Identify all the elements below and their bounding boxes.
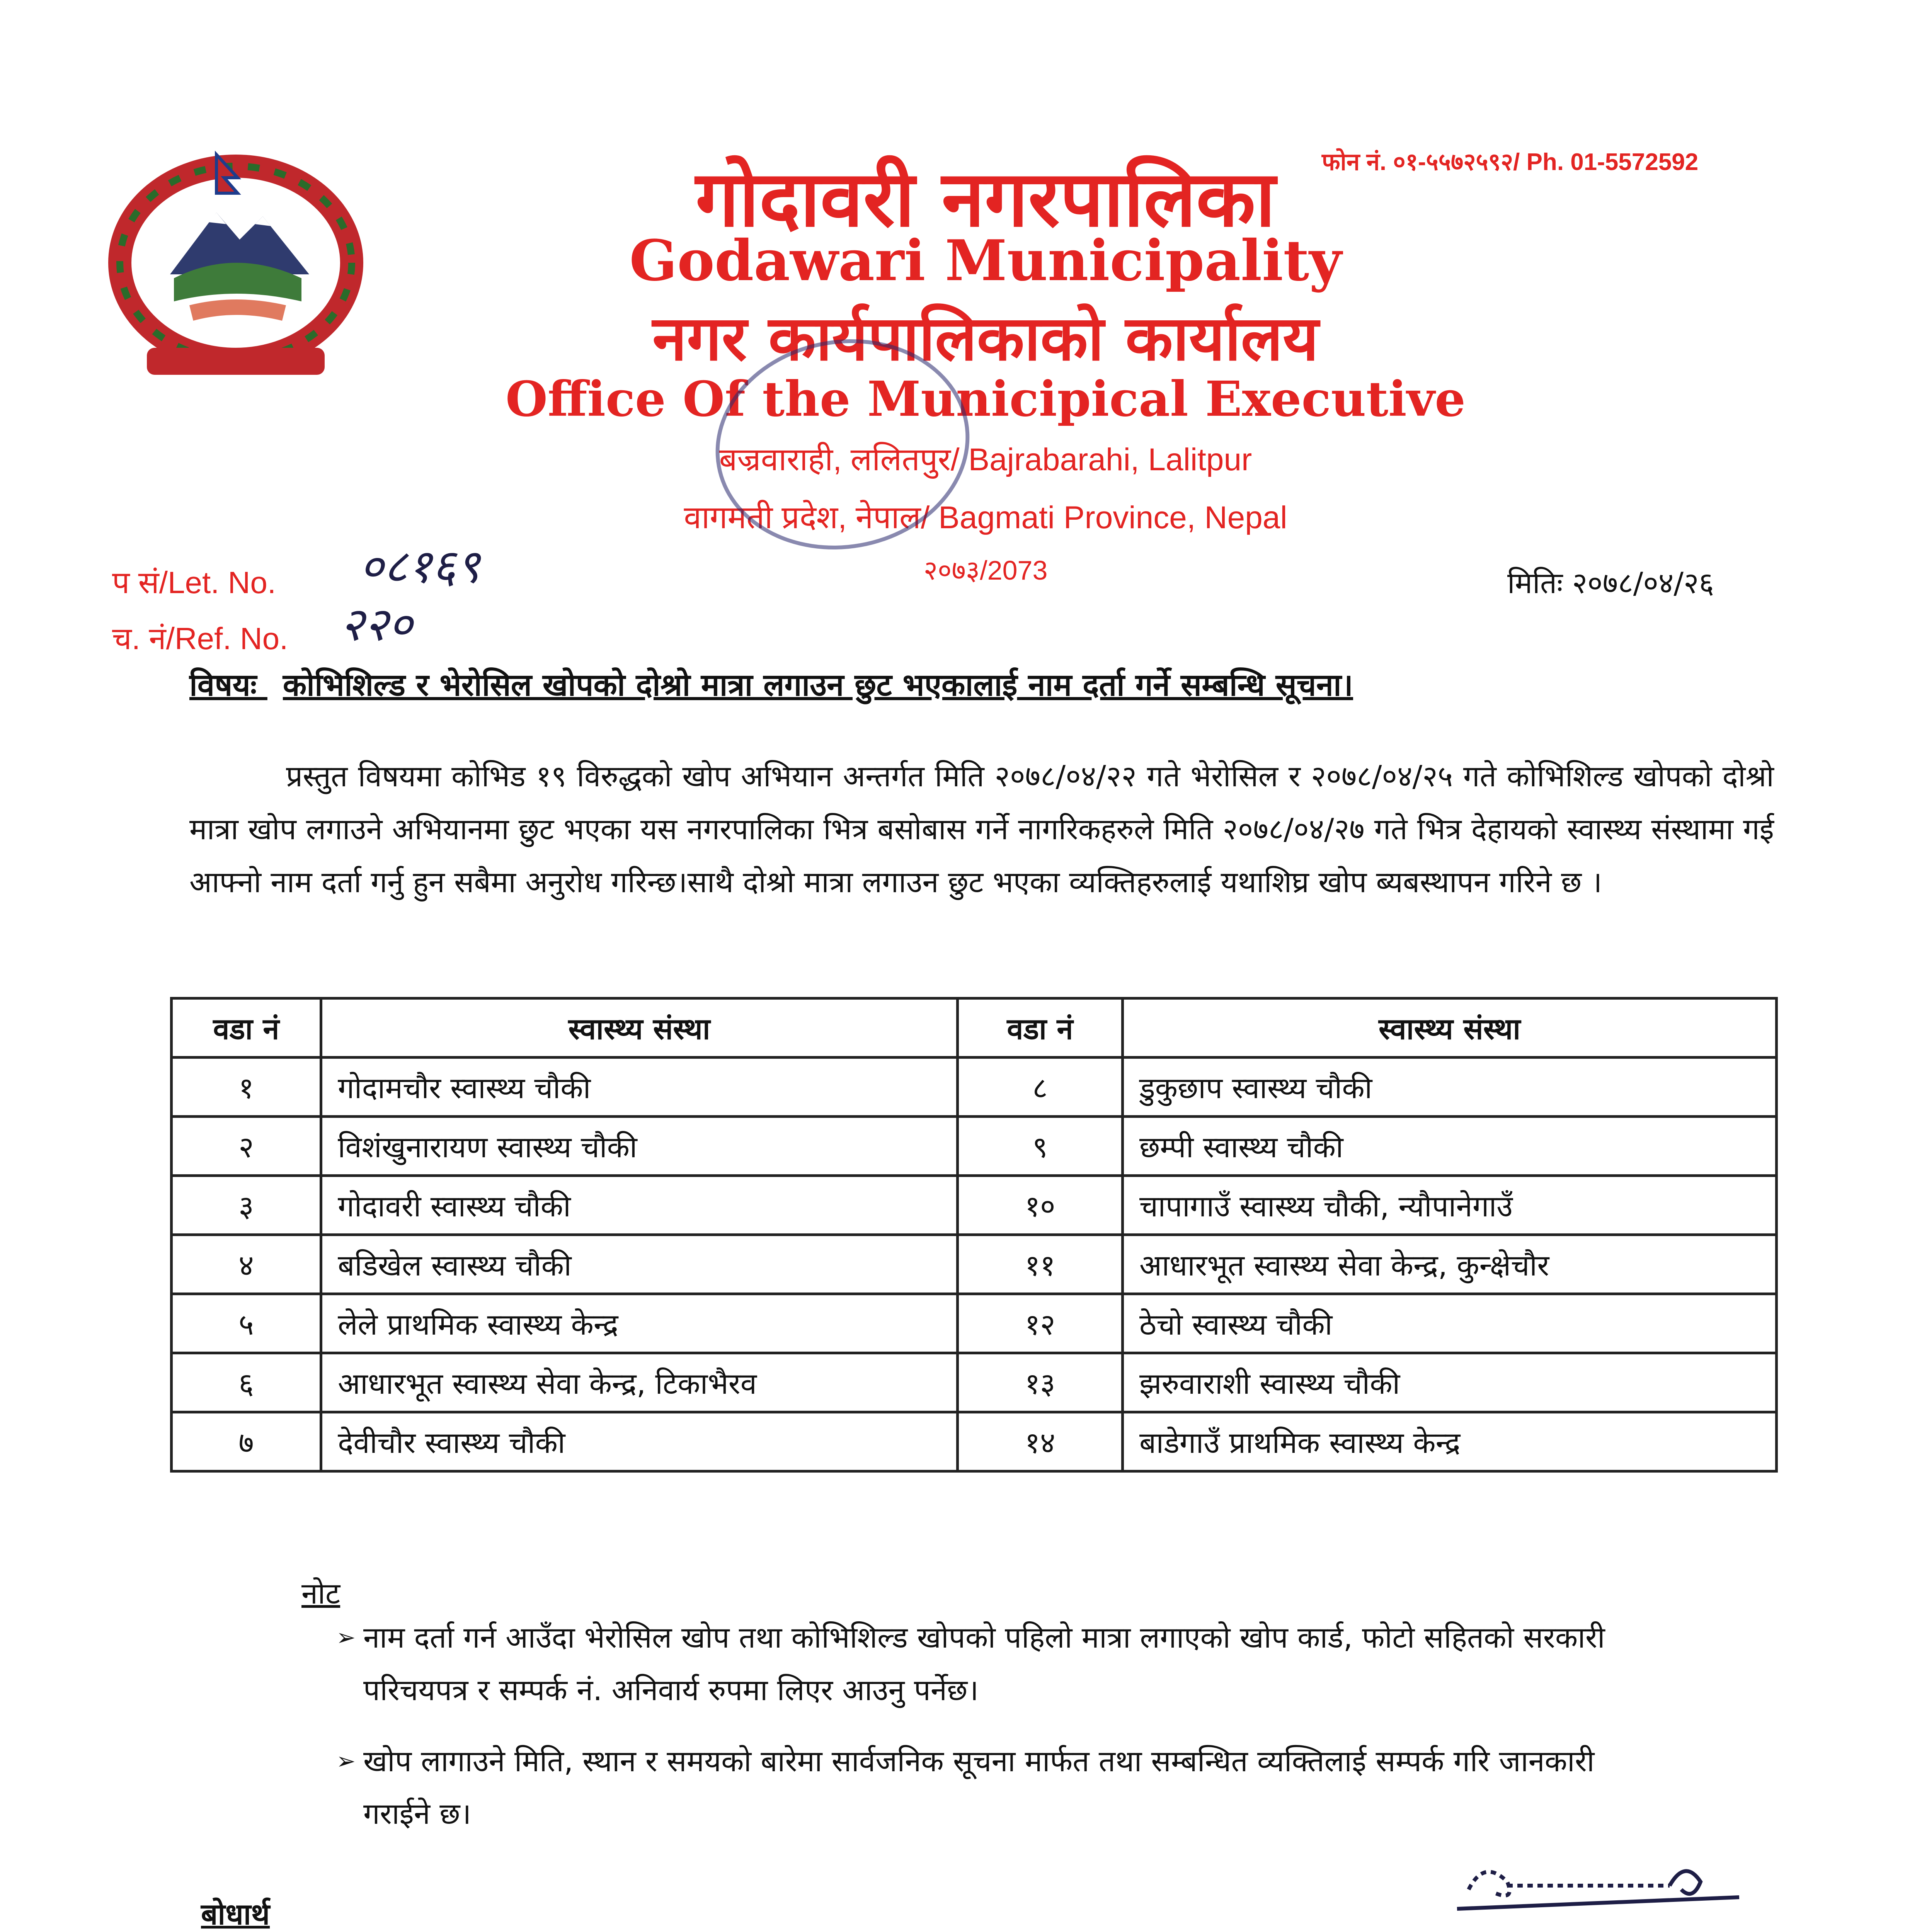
subject-label: विषयः — [189, 667, 257, 703]
note-item — [336, 1611, 1639, 1716]
ward-number: ११ — [958, 1235, 1123, 1294]
column-header-facility: स्वास्थ्य संस्था — [321, 998, 958, 1058]
subject-text: कोभिशिल्ड र भेरोसिल खोपको दोश्रो मात्रा लगाउन छुट भएकालाई नाम दर्ता गर्ने सम्बन्धि सूचना। — [283, 667, 1353, 703]
health-facility: चापागाउँ स्वास्थ्य चौकी, न्यौपानेगाउँ — [1123, 1176, 1777, 1235]
office-name-english: Office Of the Municipical Executive — [506, 371, 1466, 427]
health-facility: झरुवाराशी स्वास्थ्य चौकी — [1123, 1353, 1777, 1412]
ward-number: १ — [172, 1058, 321, 1117]
ward-number: १३ — [958, 1353, 1123, 1412]
health-facility-table — [170, 997, 1778, 1473]
municipality-name-nepali: गोदावरी नगरपालिका — [695, 154, 1276, 244]
signatory-name — [1480, 1928, 1647, 1932]
table-row — [172, 1294, 1777, 1353]
health-facility: डुकुछाप स्वास्थ्य चौकी — [1123, 1058, 1777, 1117]
note-item — [336, 1735, 1639, 1840]
ward-number: २ — [172, 1117, 321, 1176]
ward-number: १४ — [958, 1412, 1123, 1471]
note-text: नाम दर्ता गर्न आउँदा भेरोसिल खोप तथा कोभिशिल्ड खोपको पहिलो मात्रा लगाएको खोप कार्ड, फोटो सहितको सरकारी परिचयपत्र र सम्पर्क नं. अनिवार्य रुपमा लिएर आउनु पर्नेछ। — [363, 1620, 1605, 1707]
municipality-name-english: Godawari Municipality — [629, 228, 1342, 294]
address-line-2: वागमती प्रदेश, नेपाल/ Bagmati Province, Nepal — [684, 500, 1287, 535]
established-year: २०७३/2073 — [923, 555, 1048, 585]
table-row — [172, 1353, 1777, 1412]
health-facility: छम्पी स्वास्थ्य चौकी — [1123, 1117, 1777, 1176]
column-header-ward: वडा नं — [172, 998, 321, 1058]
health-facility: गोदामचौर स्वास्थ्य चौकी — [321, 1058, 958, 1117]
health-facility: गोदावरी स्वास्थ्य चौकी — [321, 1176, 958, 1235]
table-row — [172, 1058, 1777, 1117]
table-row — [172, 1176, 1777, 1235]
nepal-emblem-logo — [100, 147, 371, 386]
arrow-bullet-icon: ➢ — [336, 1624, 356, 1651]
handwritten-signature — [1453, 1843, 1747, 1920]
address-line-1: बज्रवाराही, ललितपुर/ Bajrabarahi, Lalitpur — [719, 442, 1252, 477]
note-heading: नोट — [301, 1576, 340, 1611]
subject-line — [189, 663, 1353, 705]
note-text: खोप लागाउने मिति, स्थान र समयको बारेमा सार्वजनिक सूचना मार्फत तथा सम्बन्धित व्यक्तिलाई सम्पर्क गरि जानकारी गराईने छ। — [363, 1744, 1595, 1831]
column-header-facility: स्वास्थ्य संस्था — [1123, 998, 1777, 1058]
body-paragraph: प्रस्तुत विषयमा कोभिड १९ विरुद्धको खोप अभियान अन्तर्गत मिति २०७८/०४/२२ गते भेरोसिल र २०७८/०४/२५ गते कोभिशिल्ड खोपको दोश्रो मात्रा खोप लगाउने अभियानमा छुट भएका यस नगरपालिका भित्र बसोबास गर्ने नागरिकहरुले मिति २०७८/०४/२७ गते भित्र देहायको स्वास्थ्य संस्थामा गई आफ्नो नाम दर्ता गर्नु हुन सबैमा अनुरोध गरिन्छ।साथै दोश्रो मात्रा लगाउन छुट भएका व्यक्तिहरुलाई यथाशिघ्र खोप ब्यबस्थापन गरिने छ । — [189, 759, 1774, 899]
ward-number: ८ — [958, 1058, 1123, 1117]
health-facility: बडिखेल स्वास्थ्य चौकी — [321, 1235, 958, 1294]
health-facility: आधारभूत स्वास्थ्य सेवा केन्द्र, कुन्क्षेचौर — [1123, 1235, 1777, 1294]
phone-number: फोन नं. ०१-५५७२५९२/ Ph. 01-5572592 — [1322, 149, 1699, 175]
ward-number: ९ — [958, 1117, 1123, 1176]
column-header-ward: वडा नं — [958, 998, 1123, 1058]
table-row — [172, 1412, 1777, 1471]
ward-number: १२ — [958, 1294, 1123, 1353]
table-header-row — [172, 998, 1777, 1058]
letter-number-label: प सं/Let. No. — [112, 565, 276, 600]
table-row — [172, 1117, 1777, 1176]
ward-number: ४ — [172, 1235, 321, 1294]
health-facility: बाडेगाउँ प्राथमिक स्वास्थ्य केन्द्र — [1123, 1412, 1777, 1471]
office-name-nepali: नगर कार्यपालिकाको कार्यालय — [652, 302, 1319, 374]
health-facility: देवीचौर स्वास्थ्य चौकी — [321, 1412, 958, 1471]
ward-number: ५ — [172, 1294, 321, 1353]
cc-heading: बोधार्थ — [201, 1897, 270, 1931]
letter-date: मितिः २०७८/०४/२६ — [1507, 566, 1714, 600]
reference-number-label: च. नं/Ref. No. — [112, 621, 288, 656]
ward-number: ३ — [172, 1176, 321, 1235]
health-facility: ठेचो स्वास्थ्य चौकी — [1123, 1294, 1777, 1353]
health-facility: विशंखुनारायण स्वास्थ्य चौकी — [321, 1117, 958, 1176]
letter-number-value: ०८१६९ — [359, 540, 480, 594]
ward-number: ६ — [172, 1353, 321, 1412]
reference-number-value: २२० — [340, 598, 413, 651]
table-row — [172, 1235, 1777, 1294]
health-facility: लेले प्राथमिक स्वास्थ्य केन्द्र — [321, 1294, 958, 1353]
ward-number: १० — [958, 1176, 1123, 1235]
ward-number: ७ — [172, 1412, 321, 1471]
health-facility: आधारभूत स्वास्थ्य सेवा केन्द्र, टिकाभैरव — [321, 1353, 958, 1412]
arrow-bullet-icon: ➢ — [336, 1748, 356, 1775]
